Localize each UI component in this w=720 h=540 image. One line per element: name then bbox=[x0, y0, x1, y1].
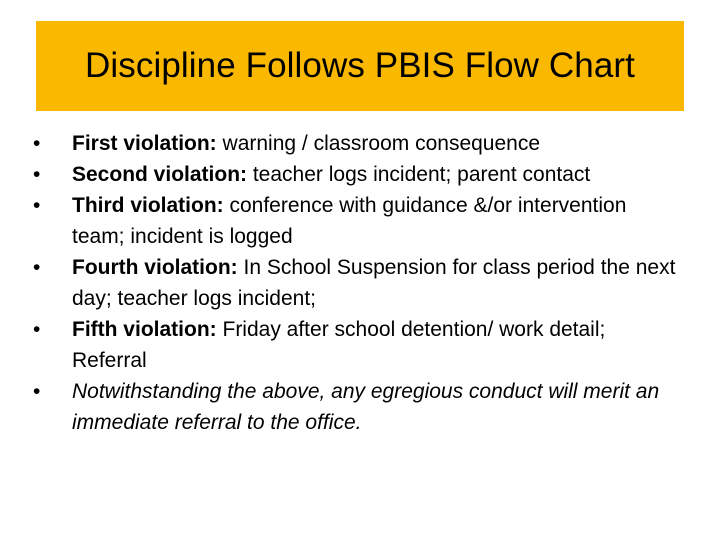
list-item-second-violation bbox=[33, 159, 683, 190]
violation-label: Third violation: bbox=[72, 194, 224, 217]
egregious-conduct-note: Notwithstanding the above, any egregious conduct will merit an immediate referral to the office. bbox=[72, 380, 660, 434]
bullet-icon: • bbox=[33, 380, 41, 403]
list-item-egregious-conduct bbox=[33, 376, 683, 438]
violation-label: Second violation: bbox=[72, 163, 248, 186]
violation-list bbox=[33, 128, 683, 438]
bullet-icon: • bbox=[33, 256, 41, 279]
violation-text: warning / classroom consequence bbox=[216, 132, 541, 155]
bullet-icon: • bbox=[33, 194, 41, 217]
violation-text: Friday after school detention/ work detail; Referral bbox=[72, 318, 606, 372]
list-item-fifth-violation bbox=[33, 314, 683, 376]
list-item-first-violation bbox=[33, 128, 683, 159]
list-item-fourth-violation bbox=[33, 252, 683, 314]
title-banner bbox=[36, 21, 684, 111]
violation-text: conference with guidance &/or intervention team; incident is logged bbox=[72, 194, 627, 248]
bullet-icon: • bbox=[33, 318, 41, 341]
list-item-third-violation bbox=[33, 190, 683, 252]
violation-text: In School Suspension for class period the next day; teacher logs incident; bbox=[72, 256, 676, 310]
violation-text: teacher logs incident; parent contact bbox=[247, 163, 591, 186]
violation-label: Fifth violation: bbox=[72, 318, 217, 341]
violation-label: First violation: bbox=[72, 132, 217, 155]
violation-label: Fourth violation: bbox=[72, 256, 238, 279]
slide-title: Discipline Follows PBIS Flow Chart bbox=[85, 46, 635, 85]
bullet-icon: • bbox=[33, 132, 41, 155]
bullet-icon: • bbox=[33, 163, 41, 186]
